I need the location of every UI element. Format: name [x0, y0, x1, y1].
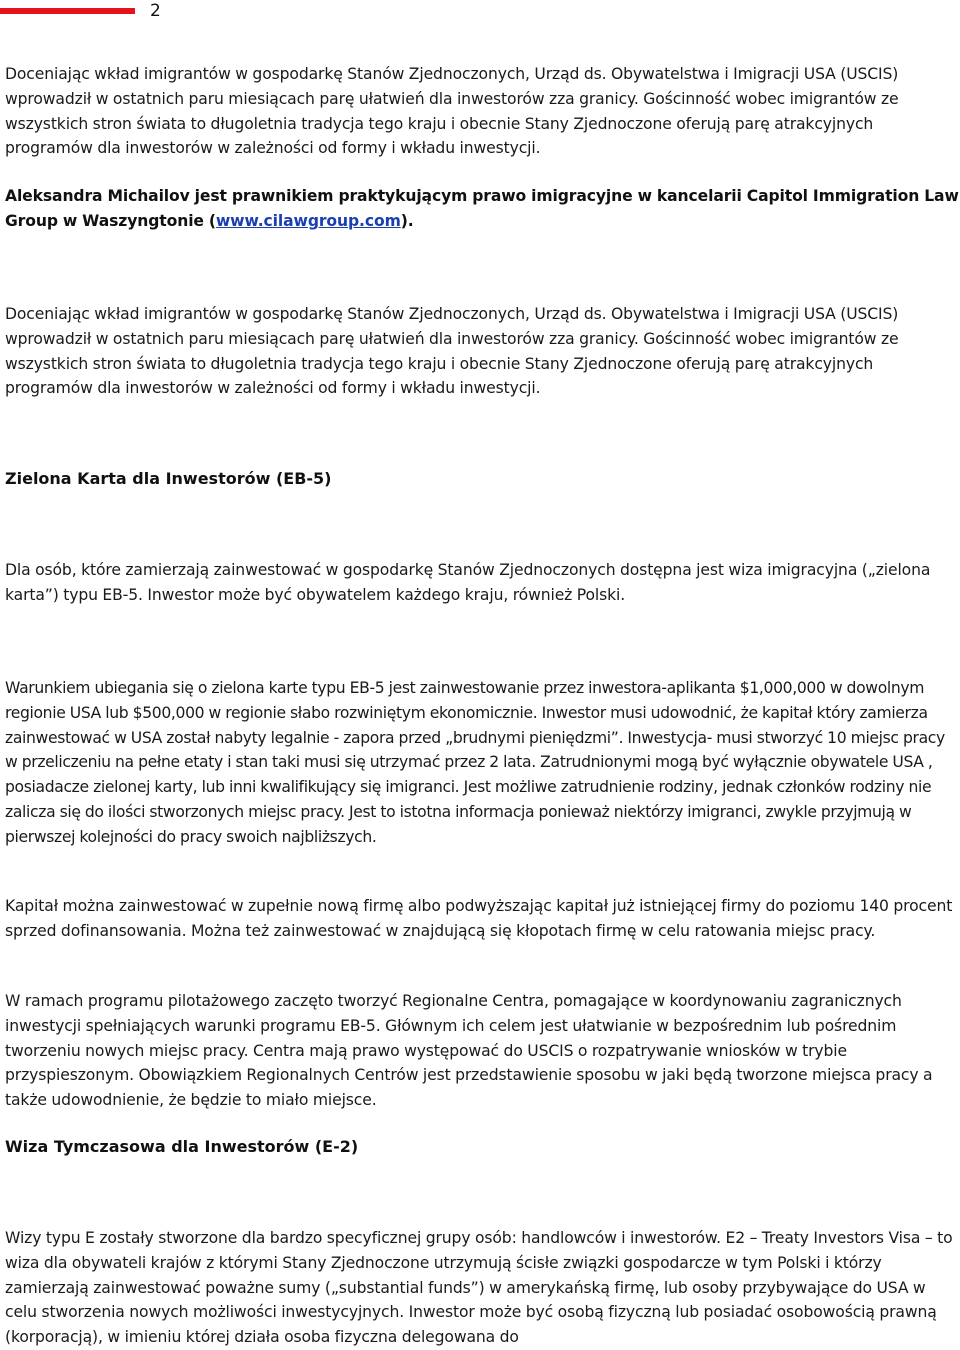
- header-accent-bar: [0, 8, 135, 14]
- intro-paragraph-repeat: Doceniając wkład imigrantów w gospodarkę Stanów Zjednoczonych, Urząd ds. Obywatelstwa i Imigracji USA (USCIS) wprowadził w ostatnich paru miesiącach parę ułatwień dla inwestorów zza granicy. Gościnność wobec imigrantów ze wszystkich stron świata to długoletnia tradycja tego kraju i obecnie Stany Zjednoczone oferują parę atrakcyjnych programów dla inwestorów w zależności od formy i wkładu inwestycji.: [5, 305, 899, 398]
- section-heading-eb5: Zielona Karta dla Inwestorów (EB-5): [5, 469, 332, 488]
- eb5-paragraph-1: Dla osób, które zamierzają zainwestować w gospodarkę Stanów Zjednoczonych dostępna jest wiza imigracyjna („zielona karta”) typu EB-5. Inwestor może być obywatelem każdego kraju, również Polski.: [5, 561, 931, 604]
- page-number: 2: [150, 1, 161, 21]
- author-website-link[interactable]: www.cilawgroup.com: [215, 211, 401, 230]
- e2-paragraph-1: Wizy typu E zostały stworzone dla bardzo specyficznej grupy osób: handlowców i inwestorów. E2 – Treaty Investors Visa – to wiza dla obywateli krajów z którymi Stany Zjednoczone utrzymują ścisłe związki gospodarcze w tym Polski i którzy zamierzają zainwestować poważne sumy („substantial funds”) w amerykańską firmę, lub osoby przybywające do USA w celu stworzenia nowych możliwości inwestycyjnych. Inwestor może być osobą fizyczną lub posiadać osobowością prawną (korporacją), w imieniu której działa osoba fizyczna delegowana do: [5, 1229, 953, 1347]
- section-heading-e2: Wiza Tymczasowa dla Inwestorów (E-2): [5, 1137, 359, 1156]
- intro-paragraph: Doceniając wkład imigrantów w gospodarkę Stanów Zjednoczonych, Urząd ds. Obywatelstwa i Imigracji USA (USCIS) wprowadził w ostatnich paru miesiącach parę ułatwień dla inwestorów zza granicy. Gościnność wobec imigrantów ze wszystkich stron świata to długoletnia tradycja tego kraju i obecnie Stany Zjednoczone oferują parę atrakcyjnych programów dla inwestorów w zależności od formy i wkładu inwestycji.: [5, 65, 899, 158]
- eb5-paragraph-4: W ramach programu pilotażowego zaczęto tworzyć Regionalne Centra, pomagające w koordynowaniu zagranicznych inwestycji spełniających warunki programu EB-5. Głównym ich celem jest ułatwianie w bezpośrednim lub pośrednim tworzeniu nowych miejsc pracy. Centra mają prawo występować do USCIS o rozpatrywanie wniosków w trybie przyspieszonym. Obowiązkiem Regionalnych Centrów jest przedstawienie sposobu w jaki będą tworzone miejsca pracy a także udowodnienie, że będzie to miało miejsce.: [5, 992, 933, 1110]
- author-note-text: Aleksandra Michailov jest prawnikiem praktykującym prawo imigracyjne w kancelarii Capitol Immigration Law Group w Waszyngtonie (: [5, 187, 959, 230]
- eb5-paragraph-2: Warunkiem ubiegania się o zielona karte typu EB-5 jest zainwestowanie przez inwestora-aplikanta $1,000,000 w dowolnym regionie USA lub $500,000 w regionie słabo rozwiniętym ekonomicznie. Inwestor musi udowodnić, że kapitał który zamierza zainwestować w USA został nabyty legalnie - zapora przed „brudnymi pieniędzmi”. Inwestycja- musi stworzyć 10 miejsc pracy w przeliczeniu na pełne etaty i stan taki musi się utrzymać przez 2 lata. Zatrudnionymi mogą być wyłącznie obywatele USA , posiadacze zielonej karty, lub inni kwalifikujący się imigranci. Jest możliwe zatrudnienie rodziny, jednak członków rodziny nie zalicza się do ilości stworzonych miejsc pracy. Jest to istotna informacja ponieważ niektórzy imigranci, zwykle przyjmują w pierwszej kolejności do pracy swoich najbliższych.: [5, 679, 945, 846]
- author-note: [5, 184, 960, 234]
- eb5-paragraph-3: Kapitał można zainwestować w zupełnie nową firmę albo podwyższając kapitał już istniejącej firmy do poziomu 140 procent sprzed dofinansowania. Można też zainwestować w znajdującą się kłopotach firmę w celu ratowania miejsc pracy.: [5, 897, 953, 940]
- author-note-end: ).: [400, 211, 414, 230]
